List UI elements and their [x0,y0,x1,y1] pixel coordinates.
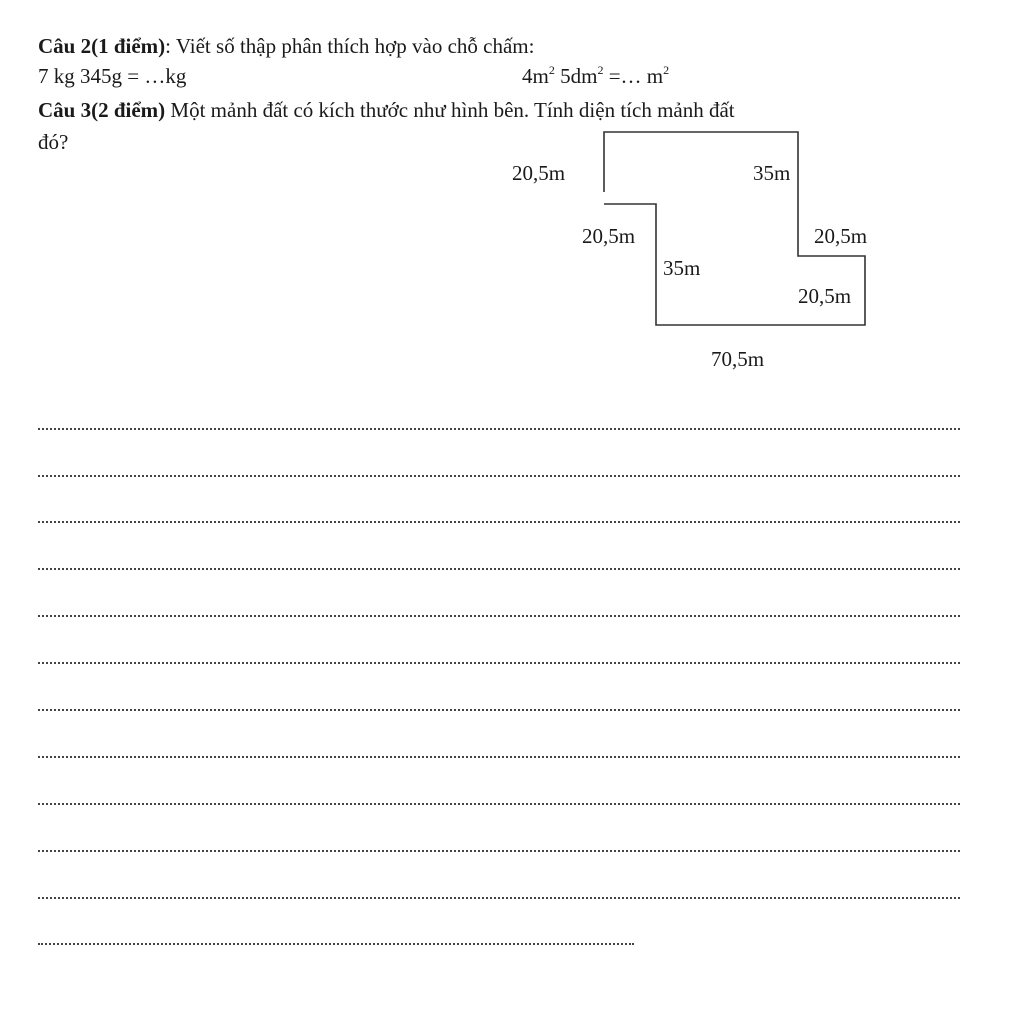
answer-line[interactable] [38,756,960,758]
q3-text-1: Một mảnh đất có kích thước như hình bên. Tính diện tích mảnh đất [165,98,735,122]
q2-item-2-part-c: =… m [603,64,664,88]
label-inner-left: 20,5m [582,224,636,248]
q3-heading: Câu 3(2 điểm) [38,98,166,122]
answer-line[interactable] [38,568,960,570]
land-plot-figure [0,0,1024,400]
answer-line[interactable] [38,897,960,899]
answer-line[interactable] [38,521,960,523]
answer-line[interactable] [38,803,960,805]
label-inner-width: 35m [663,256,701,280]
label-right-upper: 20,5m [814,224,868,248]
answer-line[interactable] [38,615,960,617]
q2-item-1: 7 kg 345g = …kg [38,64,187,88]
q2-item-2-sup-3: 2 [663,63,670,77]
q3-line-2: đó? [38,130,69,154]
answer-line[interactable] [38,475,960,477]
label-bottom: 70,5m [711,347,765,371]
q2-item-2-sup-2: 2 [597,63,604,77]
answer-line[interactable] [38,943,634,945]
answer-line[interactable] [38,850,960,852]
q2-heading: Câu 2(1 điểm) [38,34,166,58]
answer-line[interactable] [38,709,960,711]
q2-item-2-part-a: 4m [522,64,549,88]
q2-item-2-part-b: 5dm [554,64,598,88]
label-top-width: 35m [753,161,791,185]
answer-line[interactable] [38,662,960,664]
answer-line[interactable] [38,428,960,430]
q2-instruction: : Viết số thập phân thích hợp vào chỗ chấm: [165,34,535,58]
q2-item-2-sup-1: 2 [548,63,555,77]
label-right-lower: 20,5m [798,284,852,308]
label-top-left: 20,5m [512,161,566,185]
